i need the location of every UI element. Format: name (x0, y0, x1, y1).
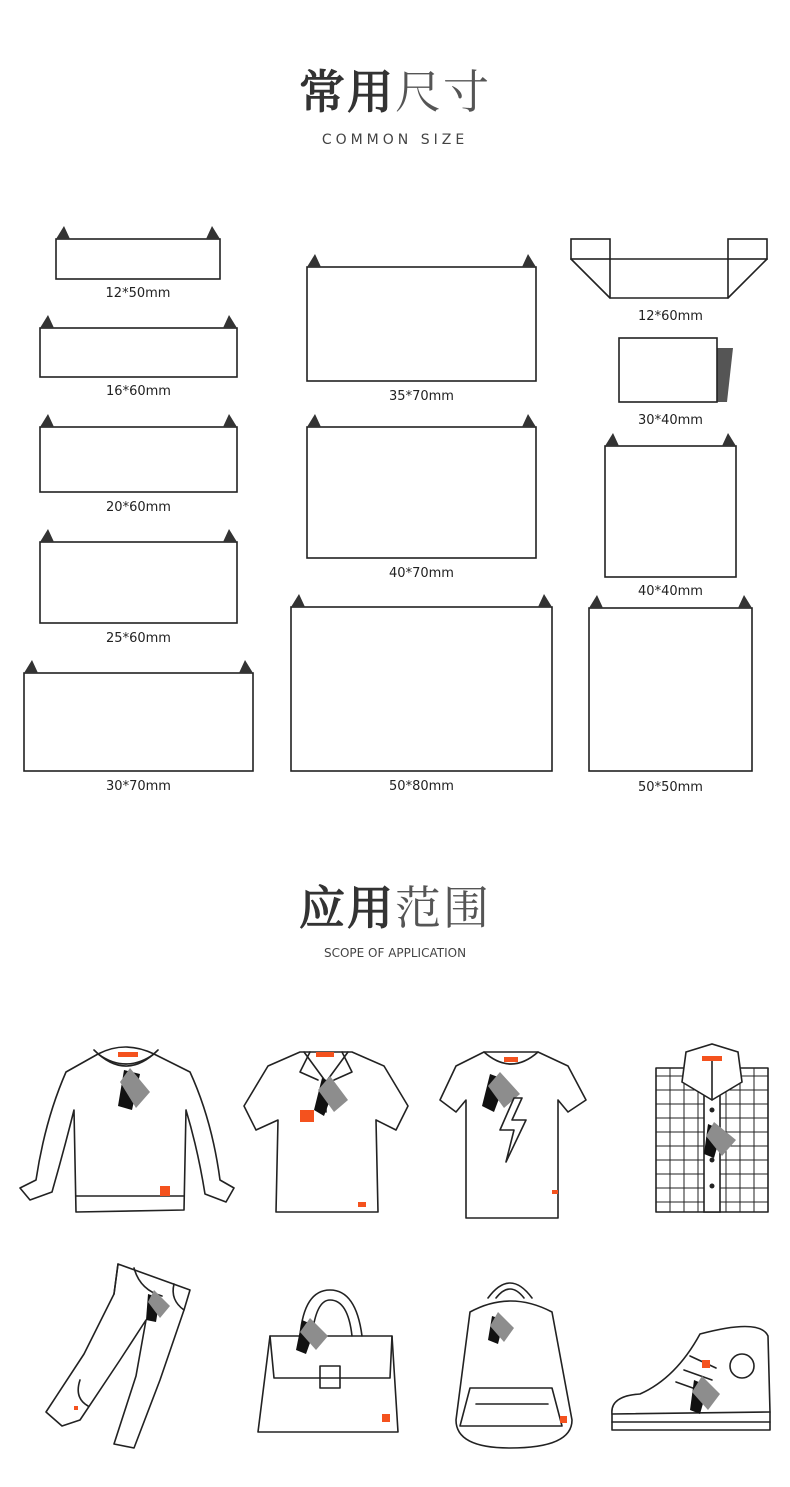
application-subtitle: SCOPE OF APPLICATION (323, 946, 467, 960)
common-size-subtitle: COMMON SIZE (321, 132, 469, 148)
polo-shirt-icon (244, 1052, 408, 1212)
size-label-30x40: 30*40mm (638, 413, 703, 428)
handbag-icon (258, 1290, 398, 1432)
common-size-title-bold: 常用 (299, 65, 395, 119)
application-title-bold: 应用 (299, 881, 395, 935)
size-label-30x70: 30*70mm (106, 779, 171, 794)
application-title-light: 范围 (395, 881, 491, 935)
backpack-icon (456, 1283, 572, 1448)
sweater-icon (20, 1047, 234, 1212)
size-label-20x60: 20*60mm (106, 500, 171, 515)
size-label-50x50: 50*50mm (638, 780, 703, 795)
size-label-12x60: 12*60mm (638, 309, 703, 324)
size-label-40x40: 40*40mm (638, 584, 703, 599)
jeans-icon (46, 1264, 190, 1448)
plaid-shirt-icon (656, 1044, 768, 1212)
common-size-title-light: 尺寸 (395, 65, 491, 119)
size-label-16x60: 16*60mm (106, 384, 171, 399)
size-label-40x70: 40*70mm (389, 566, 454, 581)
size-label-25x60: 25*60mm (106, 631, 171, 646)
tshirt-icon (440, 1052, 586, 1218)
sneaker-icon (612, 1326, 770, 1430)
size-label-50x80: 50*80mm (389, 779, 454, 794)
size-label-35x70: 35*70mm (389, 389, 454, 404)
size-label-12x50: 12*50mm (105, 286, 171, 301)
